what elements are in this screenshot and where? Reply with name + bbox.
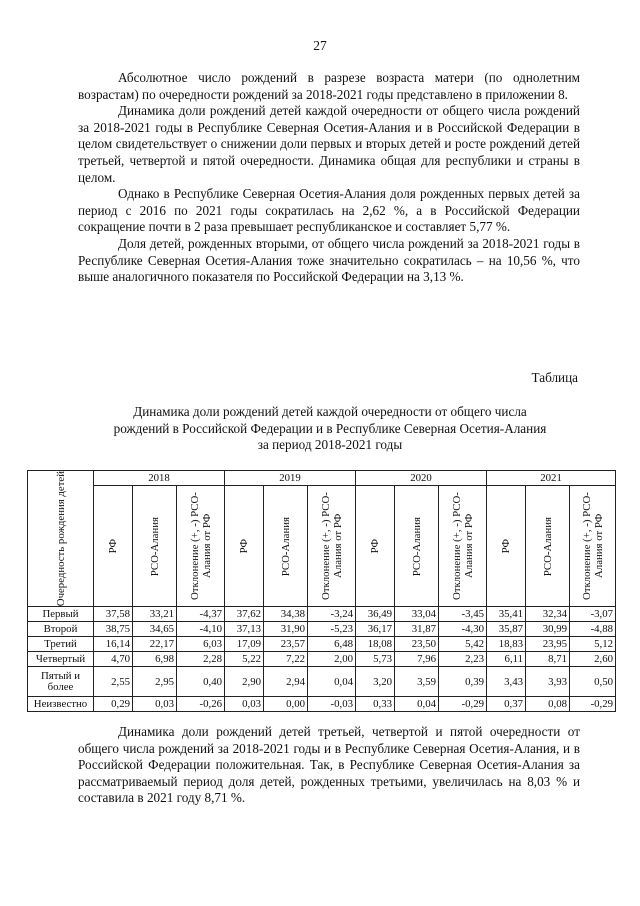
table-cell: 17,09: [225, 637, 264, 652]
table-cell: -0,03: [308, 697, 356, 712]
subheader-label: РСО-Алания: [410, 516, 423, 576]
subheader-cell: [487, 486, 526, 607]
table-cell: 5,12: [570, 637, 616, 652]
paragraph: Динамика доли рождений детей третьей, четвертой и пятой очередности от общего числа рождений за 2018-2021 годы и в Республике Северная Осетия-Алания, и в Российской Федерации положительная. Так, в Республике Северная Осетия-Алания за рассматриваемый период доля детей, рожденных третьими, увеличилась на 8,03 % и составила в 2021 году 8,71 %.: [78, 724, 580, 806]
table-cell: -0,29: [439, 697, 487, 712]
table-cell: 23,57: [264, 637, 308, 652]
table-cell: 0,08: [526, 697, 570, 712]
table-label: Таблица: [531, 370, 578, 385]
table-cell: -0,26: [177, 697, 225, 712]
subheader-label: Отклонение (+, -) РСО-Алания от РФ: [319, 492, 344, 601]
table-cell: 30,99: [526, 622, 570, 637]
table-cell: 0,04: [395, 697, 439, 712]
subheader-label: РФ: [500, 539, 513, 554]
table-body: [28, 607, 616, 712]
table-cell: 0,03: [225, 697, 264, 712]
table-cell: 23,95: [526, 637, 570, 652]
intro-text: [78, 70, 580, 286]
table-cell: 0,29: [94, 697, 133, 712]
paragraph: Динамика доли рождений детей каждой очередности от общего числа рождений за 2018-2021 годы в Республике Северная Осетия-Алания и в Российской Федерации в целом свидетельствует о снижении доли первых и вторых детей и росте рождений детей третьей, четвертой и пятой очередности. Динамика общая для республики и страны в целом.: [78, 103, 580, 185]
table-cell: 37,13: [225, 622, 264, 637]
table-cell: 37,58: [94, 607, 133, 622]
table-row: [28, 622, 616, 637]
table-cell: 3,20: [356, 667, 395, 697]
paragraph: Однако в Республике Северная Осетия-Алания доля рожденных первых детей за период с 2016 по 2021 годы сократилась на 2,62 %, а в Российской Федерации сокращение почти в 2 раза превышает республиканское и составляет 5,77 %.: [78, 186, 580, 235]
paragraph: Абсолютное число рождений в разрезе возраста матери (по однолетним возрастам) по очередности рождений за 2018-2021 годы представлено в приложении 8.: [78, 70, 580, 102]
table-cell: 7,96: [395, 652, 439, 667]
table-cell: 2,60: [570, 652, 616, 667]
table-cell: -4,30: [439, 622, 487, 637]
row-label: Первый: [28, 607, 94, 622]
subheader-label: Отклонение (+, -) РСО-Алания от РФ: [450, 492, 475, 601]
birth-order-table: [27, 470, 616, 712]
table-cell: 6,98: [133, 652, 177, 667]
table-cell: 38,75: [94, 622, 133, 637]
table-cell: 18,08: [356, 637, 395, 652]
subheader-label: РФ: [238, 539, 251, 554]
table-cell: 6,03: [177, 637, 225, 652]
table-cell: 33,04: [395, 607, 439, 622]
subheader-cell: [439, 486, 487, 607]
table-cell: 5,22: [225, 652, 264, 667]
row-label: Четвертый: [28, 652, 94, 667]
table-cell: 31,87: [395, 622, 439, 637]
subheader-cell: [308, 486, 356, 607]
subheader-label: Отклонение (+, -) РСО-Алания от РФ: [580, 492, 605, 601]
year-header: 2021: [487, 471, 616, 486]
table-cell: 0,39: [439, 667, 487, 697]
table-cell: 6,11: [487, 652, 526, 667]
table-row: [28, 607, 616, 622]
table-row: [28, 652, 616, 667]
table-cell: 35,87: [487, 622, 526, 637]
table-title-line: за период 2018-2021 годы: [257, 437, 403, 453]
column-header-birth-order: [28, 471, 94, 607]
subheader-cell: [225, 486, 264, 607]
table-title: [60, 404, 600, 454]
table-cell: 16,14: [94, 637, 133, 652]
table-cell: 18,83: [487, 637, 526, 652]
table-title-line: рождений в Российской Федерации и в Республике Северная Осетия-Алания: [113, 420, 547, 436]
table-cell: 33,21: [133, 607, 177, 622]
row-label: Второй: [28, 622, 94, 637]
subheader-cell: [177, 486, 225, 607]
table-cell: -0,29: [570, 697, 616, 712]
table-cell: 2,90: [225, 667, 264, 697]
subheader-label: РФ: [107, 539, 119, 554]
table-cell: 2,23: [439, 652, 487, 667]
table-cell: 37,62: [225, 607, 264, 622]
column-header-label: Очередность рождения детей: [54, 471, 67, 607]
table-cell: 31,90: [264, 622, 308, 637]
year-header: 2020: [356, 471, 487, 486]
table-cell: -3,24: [308, 607, 356, 622]
table-cell: 2,94: [264, 667, 308, 697]
row-label: Третий: [28, 637, 94, 652]
table-cell: 23,50: [395, 637, 439, 652]
table-cell: 35,41: [487, 607, 526, 622]
table-cell: 36,49: [356, 607, 395, 622]
table-cell: 34,65: [133, 622, 177, 637]
table-cell: 2,95: [133, 667, 177, 697]
table-cell: 0,00: [264, 697, 308, 712]
subheader-cell: [356, 486, 395, 607]
table-cell: 0,33: [356, 697, 395, 712]
table-cell: 0,40: [177, 667, 225, 697]
table-header: [28, 471, 616, 607]
table-row: [28, 697, 616, 712]
table-cell: 22,17: [133, 637, 177, 652]
table-cell: 4,70: [94, 652, 133, 667]
year-header: 2018: [94, 471, 225, 486]
table-cell: 3,93: [526, 667, 570, 697]
table-cell: -4,37: [177, 607, 225, 622]
table-cell: -5,23: [308, 622, 356, 637]
conclusion-text: [78, 724, 580, 807]
table-cell: 34,38: [264, 607, 308, 622]
subheader-label: РСО-Алания: [279, 516, 292, 576]
subheader-cell: [395, 486, 439, 607]
table-cell: 5,73: [356, 652, 395, 667]
subheader-label: РСО-Алания: [541, 516, 554, 576]
table-cell: 2,00: [308, 652, 356, 667]
table-cell: -4,88: [570, 622, 616, 637]
table-cell: 3,59: [395, 667, 439, 697]
subheader-cell: [133, 486, 177, 607]
row-label: Пятый и более: [28, 667, 94, 697]
table-cell: -4,10: [177, 622, 225, 637]
table-cell: 7,22: [264, 652, 308, 667]
table-cell: 3,43: [487, 667, 526, 697]
table-cell: 36,17: [356, 622, 395, 637]
table-cell: 2,28: [177, 652, 225, 667]
subheader-label: РСО-Алания: [148, 516, 161, 576]
year-header: 2019: [225, 471, 356, 486]
subheader-cell: [94, 486, 133, 607]
table-cell: 8,71: [526, 652, 570, 667]
page-number: 27: [313, 38, 327, 53]
table-cell: 0,37: [487, 697, 526, 712]
table-cell: 5,42: [439, 637, 487, 652]
subheader-cell: [264, 486, 308, 607]
subheader-cell: [570, 486, 616, 607]
paragraph: Доля детей, рожденных вторыми, от общего числа рождений за 2018-2021 годы в Республике Северная Осетия-Алания тоже значительно сократилась – на 10,56 %, что выше аналогичного показателя по Российской Федерации на 3,13 %.: [78, 235, 580, 285]
table-cell: -3,07: [570, 607, 616, 622]
table-cell: 32,34: [526, 607, 570, 622]
subheader-label: РФ: [369, 539, 382, 554]
table-cell: 6,48: [308, 637, 356, 652]
table-row: [28, 637, 616, 652]
table-cell: 0,04: [308, 667, 356, 697]
table-cell: 2,55: [94, 667, 133, 697]
subheader-label: Отклонение (+, -) РСО-Алания от РФ: [188, 492, 213, 601]
table-cell: 0,50: [570, 667, 616, 697]
table-title-line: Динамика доли рождений детей каждой очередности от общего числа: [133, 404, 527, 419]
subheader-cell: [526, 486, 570, 607]
table-cell: 0,03: [133, 697, 177, 712]
table-row: [28, 667, 616, 697]
row-label: Неизвестно: [28, 697, 94, 712]
table-cell: -3,45: [439, 607, 487, 622]
